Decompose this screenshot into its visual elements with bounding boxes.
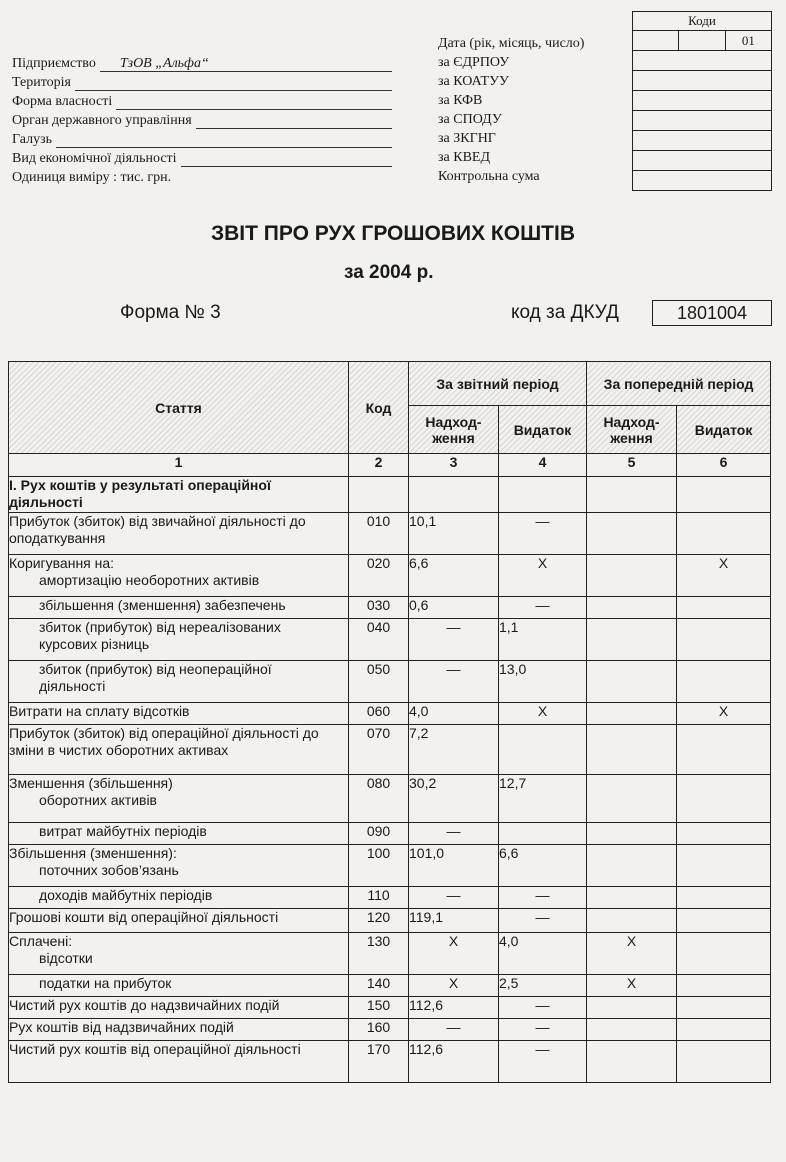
row-article-line: Збільшення (зменшення):	[9, 845, 177, 861]
row-value-c4	[499, 823, 587, 845]
code-cell-kfv	[633, 91, 771, 111]
row-article	[9, 823, 349, 845]
row-value-c5: X	[587, 975, 677, 997]
table-row	[9, 933, 771, 975]
row-value-c6	[677, 1019, 771, 1041]
row-value-c5	[587, 1041, 677, 1083]
row-value-c4: —	[499, 887, 587, 909]
header-field-label: Галузь	[12, 132, 52, 147]
col-number-6: 6	[677, 454, 771, 477]
row-article	[9, 845, 349, 887]
row-value-c5	[587, 823, 677, 845]
table-row	[9, 661, 771, 703]
table-row	[9, 477, 771, 513]
table-row	[9, 555, 771, 597]
row-article	[9, 1019, 349, 1041]
row-code: 080	[349, 775, 409, 823]
row-article-line: Грошові кошти від операційної діяльності	[9, 909, 279, 925]
row-article-line: доходів майбутніх періодів	[39, 887, 213, 903]
cash-flow-table	[8, 361, 771, 1083]
row-value-c6	[677, 477, 771, 513]
row-article-line: Коригування на:	[9, 555, 115, 571]
row-code: 110	[349, 887, 409, 909]
col-number-4: 4	[499, 454, 587, 477]
row-article-line: податки на прибуток	[39, 975, 172, 991]
header-current-in: Надход-ження	[409, 406, 499, 454]
row-article	[9, 997, 349, 1019]
row-article	[9, 619, 349, 661]
row-article	[9, 887, 349, 909]
table-row	[9, 703, 771, 725]
row-value-c4: 13,0	[499, 661, 587, 703]
header-current-out: Видаток	[499, 406, 587, 454]
row-value-c3: 4,0	[409, 703, 499, 725]
table-row	[9, 975, 771, 997]
col-number-3: 3	[409, 454, 499, 477]
header-field-value	[56, 132, 392, 148]
row-article	[9, 703, 349, 725]
row-value-c3	[409, 477, 499, 513]
row-value-c3: —	[409, 887, 499, 909]
row-code	[349, 477, 409, 513]
row-value-c6	[677, 887, 771, 909]
row-code: 120	[349, 909, 409, 933]
row-code: 070	[349, 725, 409, 775]
header-code-label: Контрольна сума	[438, 169, 540, 184]
header-field-label: Одиниця виміру : тис. грн.	[12, 170, 172, 185]
row-article-line: Прибуток (збиток) від операційної діяльності до зміни в чистих оборотних активах	[9, 725, 319, 758]
header-code-label: за ЗКГНГ	[438, 131, 496, 146]
row-article-line: оборотних активів	[39, 792, 157, 808]
row-value-c4: 1,1	[499, 619, 587, 661]
row-article	[9, 775, 349, 823]
header-code-label: Дата (рік, місяць, число)	[438, 36, 585, 51]
row-value-c5	[587, 477, 677, 513]
row-article-line: Сплачені:	[9, 933, 73, 949]
report-title: ЗВІТ ПРО РУХ ГРОШОВИХ КОШТІВ	[210, 222, 576, 245]
header-field-label: Підприємство	[12, 56, 96, 71]
row-value-c3: —	[409, 661, 499, 703]
row-value-c4	[499, 725, 587, 775]
row-value-c5	[587, 513, 677, 555]
row-value-c3: X	[409, 933, 499, 975]
row-value-c5	[587, 997, 677, 1019]
row-code: 050	[349, 661, 409, 703]
row-value-c4: 6,6	[499, 845, 587, 887]
header-field-value	[116, 94, 392, 110]
row-value-c5	[587, 661, 677, 703]
row-value-c6	[677, 775, 771, 823]
row-value-c6	[677, 725, 771, 775]
row-article	[9, 975, 349, 997]
row-value-c5	[587, 725, 677, 775]
row-value-c5	[587, 703, 677, 725]
table-row	[9, 887, 771, 909]
header-article: Стаття	[9, 362, 349, 454]
row-article	[9, 909, 349, 933]
row-value-c5: X	[587, 933, 677, 975]
row-code: 160	[349, 1019, 409, 1041]
row-value-c4: X	[499, 703, 587, 725]
row-value-c3: 101,0	[409, 845, 499, 887]
row-value-c5	[587, 775, 677, 823]
row-value-c6	[677, 997, 771, 1019]
table-row	[9, 775, 771, 823]
row-value-c6	[677, 1041, 771, 1083]
row-value-c3: —	[409, 619, 499, 661]
row-article	[9, 513, 349, 555]
table-row	[9, 997, 771, 1019]
header-field-value	[181, 151, 392, 167]
row-article	[9, 725, 349, 775]
row-value-c5	[587, 555, 677, 597]
row-code: 060	[349, 703, 409, 725]
row-code: 130	[349, 933, 409, 975]
table-row	[9, 725, 771, 775]
row-article-line: Рух коштів від надзвичайних подій	[9, 1019, 234, 1035]
header-current-period: За звітний період	[409, 362, 587, 406]
header-field-value: ТзОВ „Альфа“	[100, 56, 392, 72]
row-article	[9, 933, 349, 975]
row-value-c6	[677, 975, 771, 997]
row-code: 150	[349, 997, 409, 1019]
codes-date-day: 01	[741, 33, 755, 48]
header-code-label: за КВЕД	[438, 150, 491, 165]
table-row	[9, 513, 771, 555]
row-article-line: діяльності	[39, 678, 106, 694]
row-value-c3: 7,2	[409, 725, 499, 775]
row-article-line: курсових різниць	[39, 636, 150, 652]
header-code-label: за ЄДРПОУ	[438, 55, 510, 70]
row-value-c3: 112,6	[409, 1041, 499, 1083]
row-article	[9, 555, 349, 597]
row-value-c6	[677, 845, 771, 887]
code-cell-koatuu	[633, 71, 771, 91]
row-value-c3: —	[409, 1019, 499, 1041]
row-code: 090	[349, 823, 409, 845]
header-field-label: Форма власності	[12, 94, 113, 109]
row-value-c4: —	[499, 1019, 587, 1041]
header-previous-in: Надход-ження	[587, 406, 677, 454]
table-row	[9, 823, 771, 845]
header-field	[12, 110, 392, 129]
row-article-line: амортизацію необоротних активів	[39, 572, 260, 588]
row-article	[9, 597, 349, 619]
row-value-c6	[677, 933, 771, 975]
table-row	[9, 845, 771, 887]
row-value-c4: —	[499, 513, 587, 555]
row-article	[9, 1041, 349, 1083]
row-value-c4: 2,5	[499, 975, 587, 997]
table-row	[9, 1019, 771, 1041]
table-row	[9, 597, 771, 619]
table-row	[9, 909, 771, 933]
row-value-c6	[677, 661, 771, 703]
row-value-c5	[587, 597, 677, 619]
row-value-c6	[677, 823, 771, 845]
row-value-c5	[587, 909, 677, 933]
row-value-c3: —	[409, 823, 499, 845]
row-value-c6	[677, 909, 771, 933]
report-year: за 2004 р.	[344, 262, 434, 283]
row-value-c4: —	[499, 1041, 587, 1083]
row-article-line: витрат майбутніх періодів	[39, 823, 207, 839]
row-code: 170	[349, 1041, 409, 1083]
row-value-c6	[677, 597, 771, 619]
codes-title: Коди	[633, 12, 771, 31]
code-cell-edrpou	[633, 51, 771, 71]
header-previous-period: За попередній період	[587, 362, 771, 406]
header-field	[12, 72, 392, 91]
header-field-value	[75, 75, 392, 91]
row-value-c4: 4,0	[499, 933, 587, 975]
table-row	[9, 619, 771, 661]
row-value-c4	[499, 477, 587, 513]
header-field-label: Вид економічної діяльності	[12, 151, 177, 166]
header-field-label: Територія	[12, 75, 71, 90]
row-value-c3: 112,6	[409, 997, 499, 1019]
row-article-line: збільшення (зменшення) забезпечень	[39, 597, 286, 613]
header-left-fields	[12, 53, 392, 186]
kod-dkud-label: код за ДКУД	[511, 302, 619, 323]
row-article-line: Прибуток (збиток) від звичайної діяльності до оподаткування	[9, 513, 306, 546]
code-cell-checksum	[633, 171, 771, 190]
row-article-line: Зменшення (збільшення)	[9, 775, 173, 791]
row-value-c6	[677, 619, 771, 661]
row-code: 100	[349, 845, 409, 887]
row-value-c5	[587, 1019, 677, 1041]
header-field-label: Орган державного управління	[12, 113, 192, 128]
row-code: 010	[349, 513, 409, 555]
col-number-1: 1	[9, 454, 349, 477]
header-code-label: за СПОДУ	[438, 112, 502, 127]
row-article-line: Витрати на сплату відсотків	[9, 703, 190, 719]
row-value-c6: X	[677, 555, 771, 597]
row-code: 040	[349, 619, 409, 661]
row-value-c5	[587, 887, 677, 909]
row-value-c3: 6,6	[409, 555, 499, 597]
header-field	[12, 91, 392, 110]
row-article-line: Чистий рух коштів до надзвичайних подій	[9, 997, 280, 1013]
row-value-c4: —	[499, 909, 587, 933]
row-value-c3: 30,2	[409, 775, 499, 823]
code-cell-kved	[633, 151, 771, 171]
codes-date-row	[633, 31, 771, 51]
header-field	[12, 167, 392, 186]
row-value-c4: —	[499, 997, 587, 1019]
header-field-value	[196, 113, 392, 129]
row-article-line: відсотки	[39, 950, 93, 966]
header-code-label: за КФВ	[438, 93, 483, 108]
row-value-c6: X	[677, 703, 771, 725]
table-row	[9, 1041, 771, 1083]
row-value-c4: 12,7	[499, 775, 587, 823]
header-field	[12, 129, 392, 148]
row-code: 030	[349, 597, 409, 619]
row-article	[9, 661, 349, 703]
row-code: 140	[349, 975, 409, 997]
header-field	[12, 53, 392, 72]
row-value-c3: 0,6	[409, 597, 499, 619]
row-article-line: поточних зобов’язань	[39, 862, 179, 878]
kod-dkud-value: 1801004	[652, 300, 772, 326]
row-value-c3: 10,1	[409, 513, 499, 555]
header-previous-out: Видаток	[677, 406, 771, 454]
row-article-line: збиток (прибуток) від неопераційної	[39, 661, 272, 677]
row-value-c5	[587, 845, 677, 887]
header-code: Код	[349, 362, 409, 454]
header-right-labels	[438, 34, 630, 186]
row-value-c3: 119,1	[409, 909, 499, 933]
row-value-c6	[677, 513, 771, 555]
header-field	[12, 148, 392, 167]
row-article-line: Чистий рух коштів від операційної діяльності	[9, 1041, 301, 1057]
codes-box	[632, 11, 772, 191]
row-article-line: збиток (прибуток) від нереалізованих	[39, 619, 281, 635]
codes-date-year	[633, 31, 679, 50]
row-value-c5	[587, 619, 677, 661]
row-value-c4: X	[499, 555, 587, 597]
header-code-label: за КОАТУУ	[438, 74, 509, 89]
row-value-c4: —	[499, 597, 587, 619]
col-number-5: 5	[587, 454, 677, 477]
row-article	[9, 477, 349, 513]
row-article-line: І. Рух коштів у результаті операційної діяльності	[9, 477, 271, 510]
col-number-2: 2	[349, 454, 409, 477]
row-value-c3: X	[409, 975, 499, 997]
code-cell-spodu	[633, 111, 771, 131]
row-code: 020	[349, 555, 409, 597]
form-number: Форма № 3	[120, 302, 221, 323]
code-cell-zkgng	[633, 131, 771, 151]
codes-date-month	[679, 31, 725, 50]
